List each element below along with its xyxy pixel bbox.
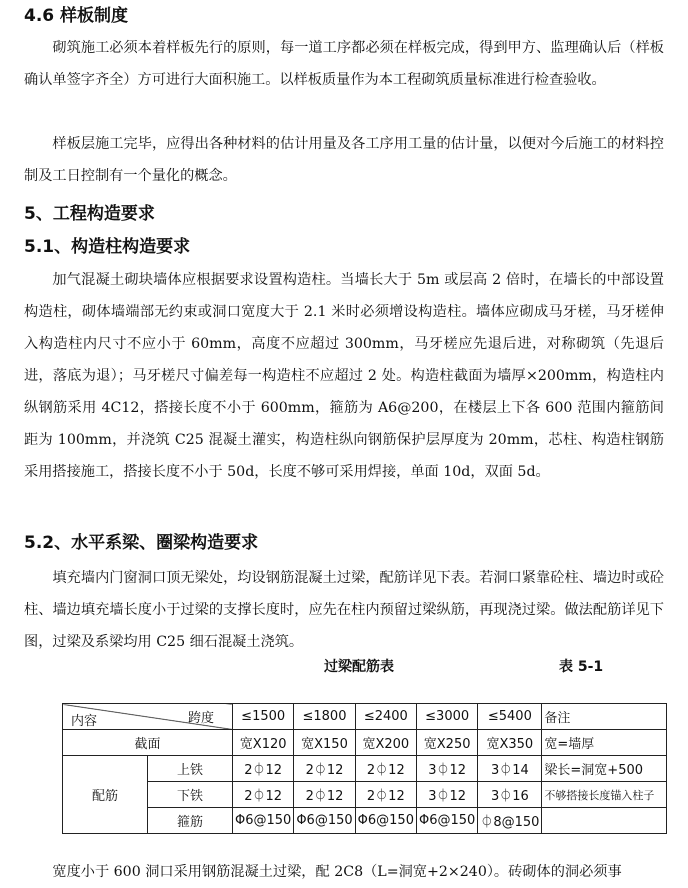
table-title: 过梁配筋表 — [324, 659, 394, 675]
stirrup-label: 箍筋 — [148, 808, 233, 834]
lower-cell: 2⏀12 — [294, 782, 355, 808]
heading-5: 5、工程构造要求 — [24, 204, 155, 224]
table-corner-cell — [63, 704, 233, 730]
span-header: ≤2400 — [355, 704, 416, 730]
upper-cell: 2⏀12 — [355, 756, 416, 782]
lower-cell: 2⏀12 — [355, 782, 416, 808]
remark-cell — [542, 808, 667, 834]
stirrup-cell: ⏀8@150 — [478, 808, 542, 834]
upper-cell: 2⏀12 — [233, 756, 294, 782]
section-cell: 宽X120 — [233, 730, 294, 756]
table-row — [63, 730, 667, 756]
upper-cell: 3⏀14 — [478, 756, 542, 782]
rebar-label: 配筋 — [63, 756, 148, 834]
section-label: 截面 — [63, 730, 233, 756]
stirrup-cell: Φ6@150 — [355, 808, 416, 834]
span-header: ≤3000 — [416, 704, 477, 730]
section-cell: 宽X150 — [294, 730, 355, 756]
paragraph-sample-1: 砌筑施工必须本着样板先行的原则，每一道工序都必须在样板完成，得到甲方、监理确认后（样板确认单签字齐全）方可进行大面积施工。以样板质量作为本工程砌筑质量标准进行检查验收。 — [24, 40, 664, 88]
section-cell: 宽X200 — [355, 730, 416, 756]
corner-content-label: 内容 — [71, 714, 98, 729]
lower-cell: 3⏀16 — [478, 782, 542, 808]
table-row — [63, 808, 667, 834]
upper-cell: 2⏀12 — [294, 756, 355, 782]
lower-cell: 2⏀12 — [233, 782, 294, 808]
paragraph-sample-2: 样板层施工完毕，应得出各种材料的估计用量及各工序用工量的估计量，以便对今后施工的材料控制及工日控制有一个量化的概念。 — [24, 136, 664, 184]
stirrup-cell: Φ6@150 — [233, 808, 294, 834]
remark-cell: 梁长=洞宽+500 — [542, 756, 667, 782]
remark-cell: 宽=墙厚 — [542, 730, 667, 756]
section-cell: 宽X250 — [416, 730, 477, 756]
upper-label: 上铁 — [148, 756, 233, 782]
heading-4-6: 4.6 样板制度 — [24, 6, 129, 26]
paragraph-column: 加气混凝土砌块墙体应根据要求设置构造柱。当墙长大于 5m 或层高 2 倍时，在墙长的中部设置构造柱，砌体墙端部无约束或洞口宽度大于 2.1 米时必须增设构造柱。墙体应砌成马牙槎，马牙槎伸入构造柱内尺寸不应小于 60mm，高度不应超过 300mm，马牙槎应先退后进，对称砌筑（先退后进，落底为退）；马牙槎尺寸偏差每一构造柱不应超过 2 处。构造柱截面为墙厚×200mm，构造柱内纵钢筋采用 4C12，搭接长度不小于 600mm，箍筋为 A6@200，在楼层上下各 600 范围内箍筋间距为 100mm，并浇筑 C25 混凝土灌实，构造柱纵向钢筋保护层厚度为 20mm，芯柱、构造柱钢筋采用搭接施工，搭接长度不小于 50d，长度不够可采用焊接，单面 10d，双面 5d。 — [24, 272, 664, 480]
remark-header: 备注 — [542, 704, 667, 730]
paragraph-lintel: 填充墙内门窗洞口顶无梁处，均设钢筋混凝土过梁，配筋详见下表。若洞口紧靠砼柱、墙边时或砼柱、墙边填充墙长度小于过梁的支撑长度时，应先在柱内预留过梁纵筋，再现浇过梁。做法配筋详见下图，过梁及系梁均用 C25 细石混凝土浇筑。 — [24, 570, 664, 650]
table-row — [63, 782, 667, 808]
span-header: ≤1800 — [294, 704, 355, 730]
corner-span-label: 跨度 — [187, 711, 214, 726]
stirrup-cell: Φ6@150 — [294, 808, 355, 834]
span-header: ≤5400 — [478, 704, 542, 730]
remark-cell: 不够搭接长度锚入柱子 — [542, 782, 667, 808]
table-row — [63, 704, 667, 730]
stirrup-cell: Φ6@150 — [416, 808, 477, 834]
upper-cell: 3⏀12 — [416, 756, 477, 782]
table-row — [63, 756, 667, 782]
lower-cell: 3⏀12 — [416, 782, 477, 808]
span-header: ≤1500 — [233, 704, 294, 730]
lower-label: 下铁 — [148, 782, 233, 808]
table-number: 表 5-1 — [559, 659, 604, 675]
heading-5-1: 5.1、构造柱构造要求 — [24, 237, 191, 257]
lintel-rebar-table — [62, 703, 667, 834]
paragraph-footer: 宽度小于 600 洞口采用钢筋混凝土过梁，配 2C8（L=洞宽+2×240）。砖砌体的洞必须事 — [52, 864, 622, 880]
heading-5-2: 5.2、水平系梁、圈梁构造要求 — [24, 533, 259, 553]
section-cell: 宽X350 — [478, 730, 542, 756]
